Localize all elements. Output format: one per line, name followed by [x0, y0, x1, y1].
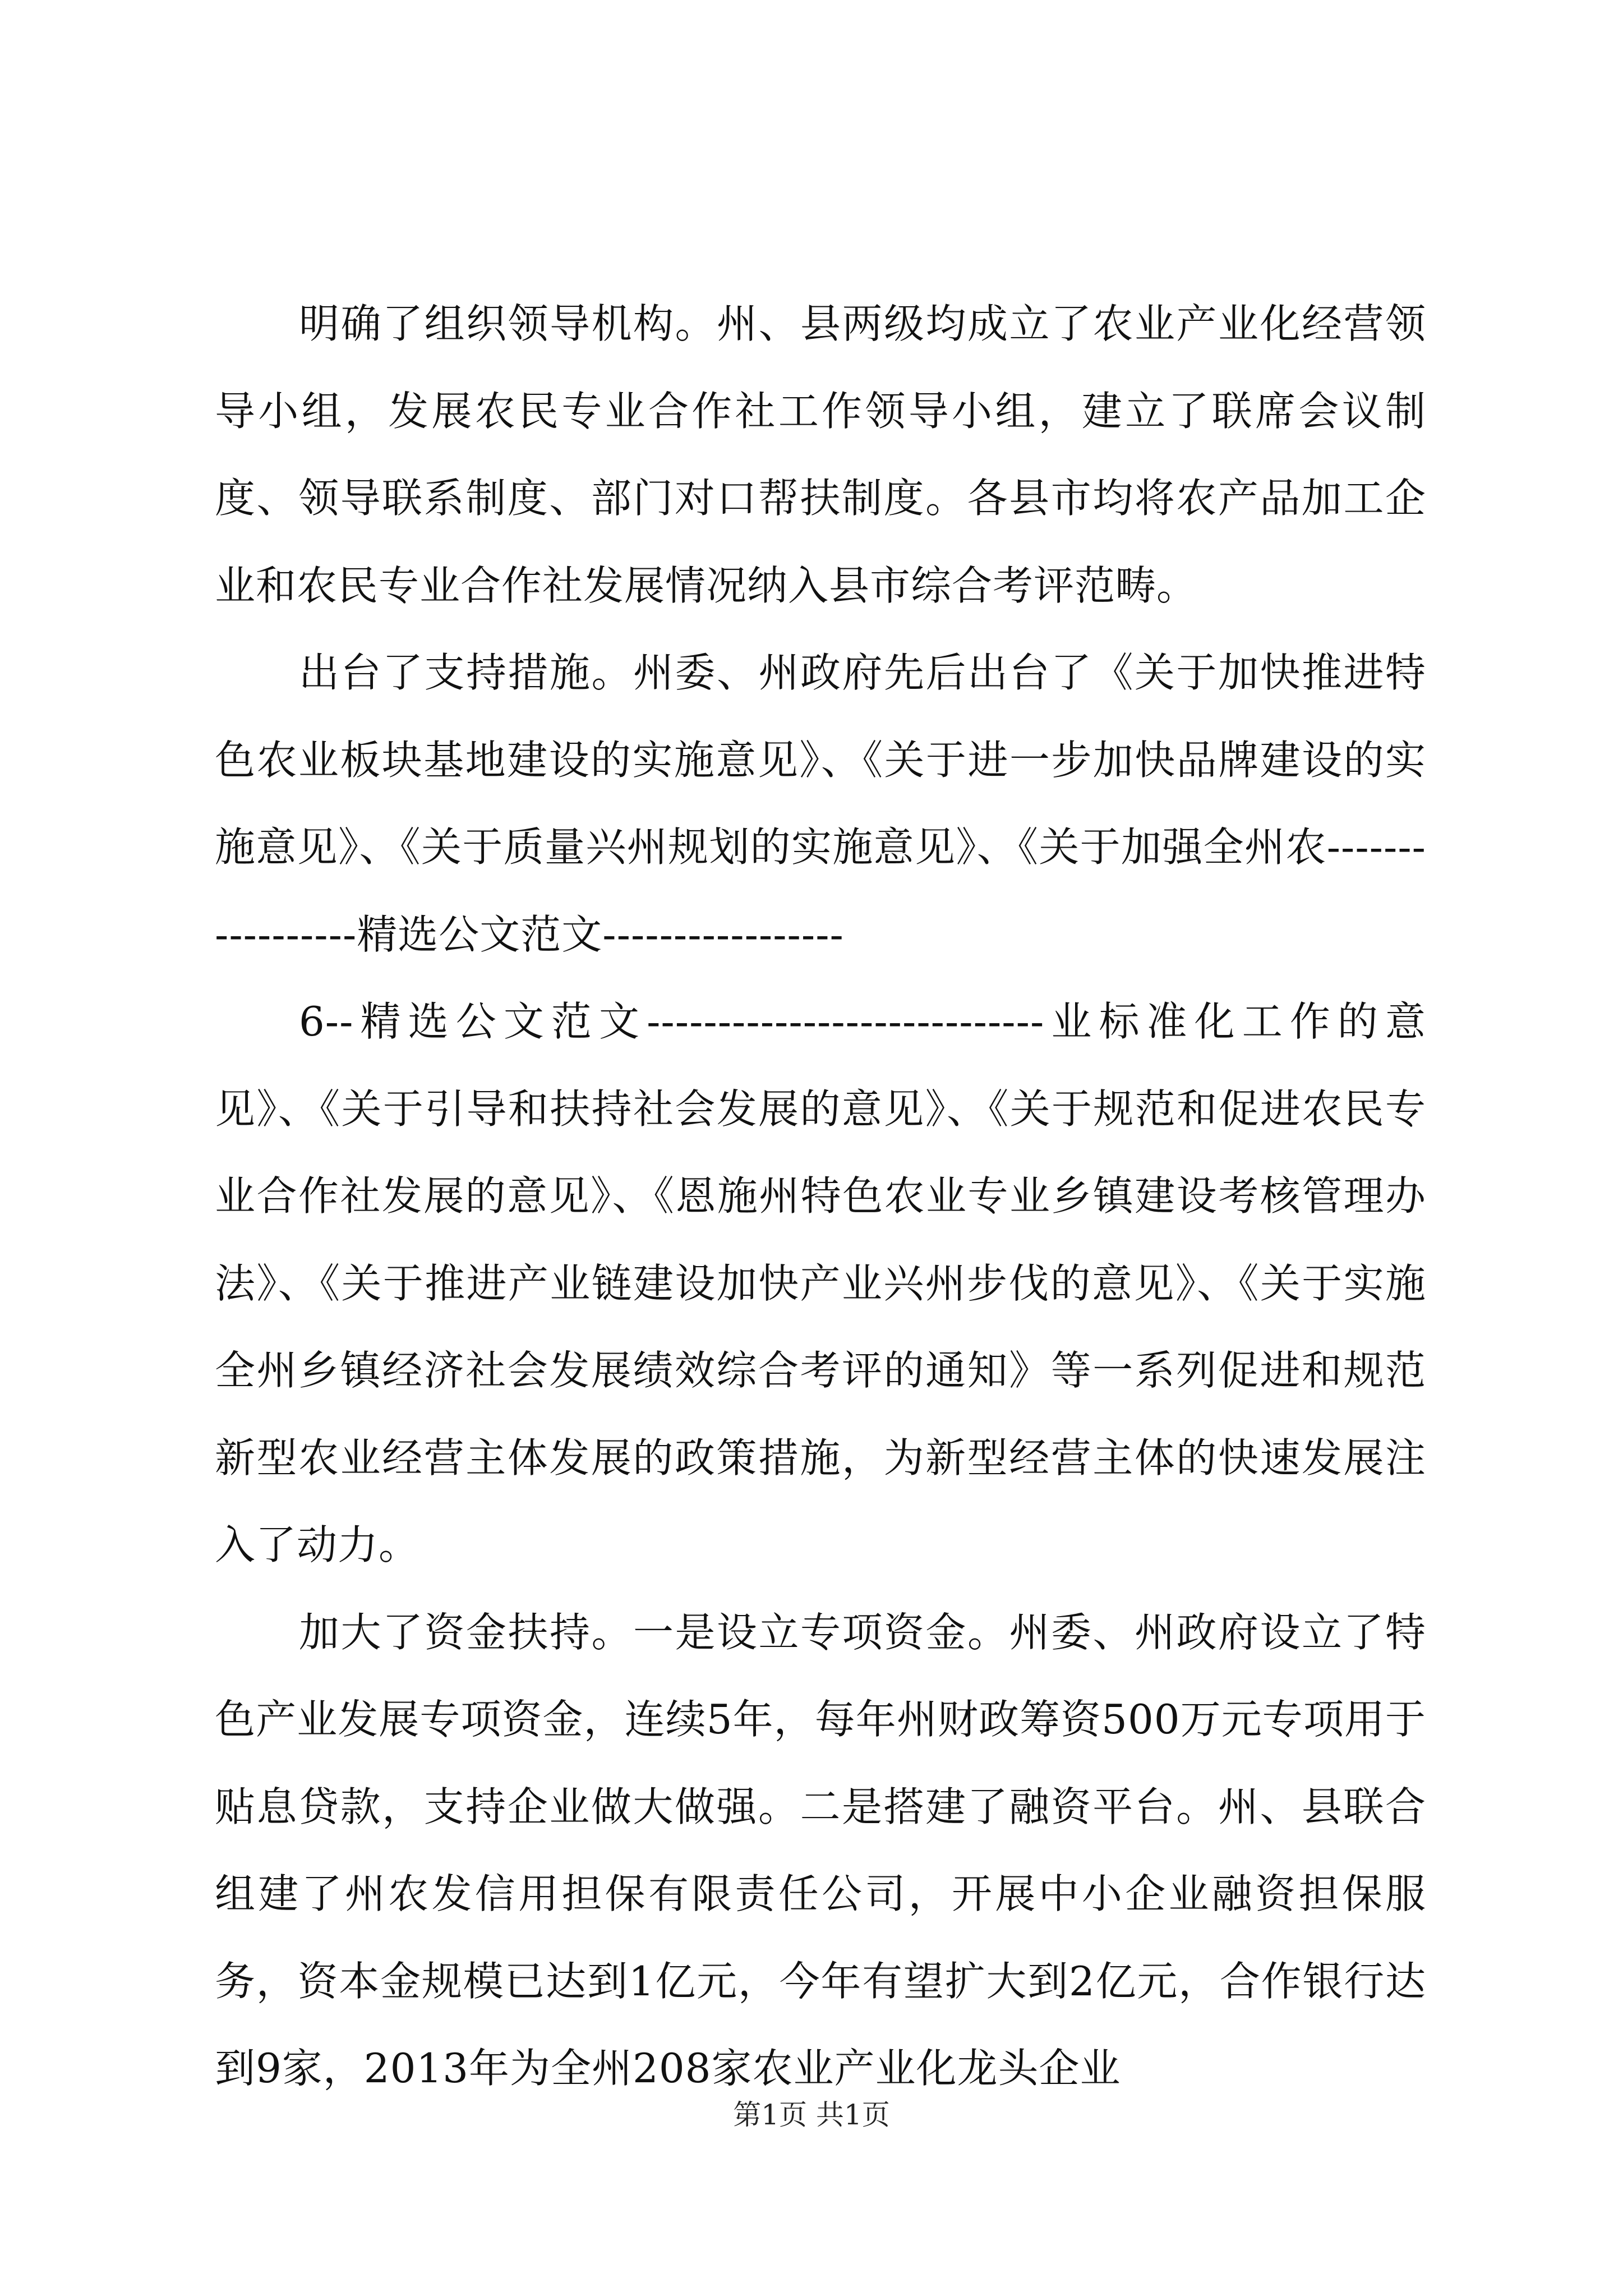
document-body	[215, 280, 1426, 2113]
paragraph-organization: 明确了组织领导机构。州、县两级均成立了农业产业化经营领导小组，发展农民专业合作社工作领导小组，建立了联席会议制度、领导联系制度、部门对口帮扶制度。各县市均将农产品加工企业和农民专业合作社发展情况纳入县市综合考评范畴。	[215, 300, 1426, 609]
paragraph-policy-list: 6--精选公文范文----------------------------业标准化工作的意见》、《关于引导和扶持社会发展的意见》、《关于规范和促进农民专业合作社发展的意见》、《恩施州特色农业专业乡镇建设考核管理办法》、《关于推进产业链建设加快产业兴州步伐的意见》、《关于实施全州乡镇经济社会发展绩效综合考评的通知》等一系列促进和规范新型农业经营主体发展的政策措施，为新型经营主体的快速发展注入了动力。	[215, 998, 1426, 1568]
paragraph-funding: 加大了资金扶持。一是设立专项资金。州委、州政府设立了特色产业发展专项资金，连续5年，每年州财政筹资500万元专项用于贴息贷款，支持企业做大做强。二是搭建了融资平台。州、县联合组建了州农发信用担保有限责任公司，开展中小企业融资担保服务，资本金规模已达到1亿元，今年有望扩大到2亿元，合作银行达到9家，2013年为全州208家农业产业化龙头企业	[215, 1608, 1426, 2092]
paragraph-support-measures: 出台了支持措施。州委、州政府先后出台了《关于加快推进特色农业板块基地建设的实施意见》、《关于进一步加快品牌建设的实施意见》、《关于质量兴州规划的实施意见》、《关于加强全州农-----------------精选公文范文-----------------	[215, 649, 1426, 958]
page-number-footer: 第1页 共1页	[733, 2099, 890, 2131]
